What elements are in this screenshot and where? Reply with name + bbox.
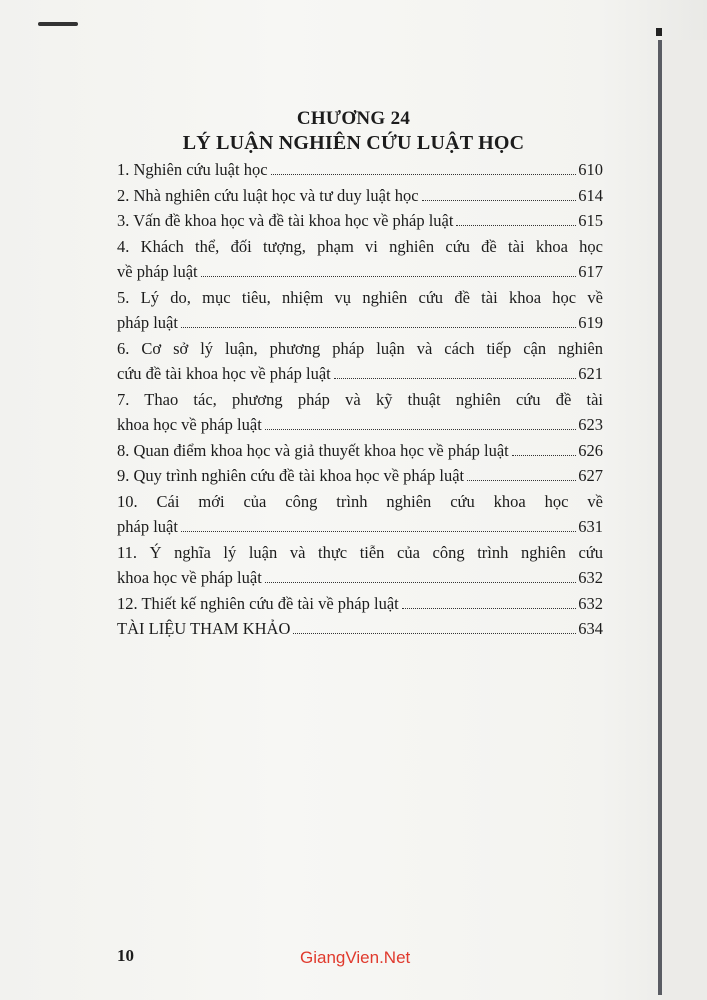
dot-leader — [456, 224, 576, 226]
toc-entry-line2[interactable] — [117, 313, 603, 339]
dot-leader — [271, 173, 577, 175]
toc-entry-line1[interactable] — [117, 237, 603, 263]
toc-entry-title: 1. Nghiên cứu luật học — [117, 160, 268, 179]
toc-page-number: 632 — [578, 593, 603, 613]
toc-entry-title-cont: pháp luật — [117, 517, 178, 536]
toc-page-number: 632 — [578, 568, 603, 587]
chapter-title: LÝ LUẬN NGHIÊN CỨU LUẬT HỌC — [182, 132, 525, 154]
toc-entry-title-cont: về pháp luật — [117, 262, 198, 281]
toc-entry-title: 2. Nhà nghiên cứu luật học và tư duy luật học — [117, 185, 419, 205]
toc-entry-title-cont: pháp luật — [117, 313, 178, 332]
toc-entry-title: TÀI LIỆU THAM KHẢO — [117, 619, 291, 638]
toc-page-number: 614 — [578, 185, 603, 205]
toc-page-number: 631 — [578, 517, 603, 536]
toc-entry-line1[interactable] — [117, 492, 603, 518]
toc-entry[interactable] — [117, 594, 603, 620]
toc-entry-line2[interactable] — [117, 415, 603, 441]
toc-page-number: 623 — [578, 415, 603, 434]
toc-entry[interactable] — [117, 211, 603, 237]
dot-leader — [422, 199, 577, 201]
toc-entry[interactable] — [117, 619, 603, 645]
toc-entry-title: 12. Thiết kế nghiên cứu đề tài về pháp luật — [117, 593, 399, 613]
dot-leader — [334, 377, 577, 379]
toc-page-number: 634 — [578, 619, 603, 638]
toc-entry[interactable] — [117, 186, 603, 212]
toc-page-number: 617 — [578, 262, 603, 281]
toc-page-number: 615 — [578, 211, 603, 230]
dot-leader — [402, 607, 577, 609]
page-number: 10 — [117, 946, 134, 965]
watermark-link[interactable]: GiangVien.Net — [300, 948, 411, 967]
dot-leader — [293, 632, 576, 634]
toc-entry-line1[interactable] — [117, 339, 603, 365]
toc-entry-title: 6. Cơ sở lý luận, phương pháp luận và cách tiếp cận nghiên — [117, 338, 603, 358]
toc-entry-line1[interactable] — [117, 288, 603, 314]
toc-entry[interactable] — [117, 160, 603, 186]
dot-leader — [181, 326, 576, 328]
toc-entry-title: 10. Cái mới của công trình nghiên cứu khoa học về — [117, 491, 603, 511]
dot-leader — [467, 479, 576, 481]
toc-page-number: 610 — [578, 160, 603, 179]
toc-entry-title: 3. Vấn đề khoa học và đề tài khoa học về pháp luật — [117, 211, 454, 230]
toc-page-number: 619 — [578, 313, 603, 332]
dot-leader — [181, 530, 576, 532]
toc-entry-line2[interactable] — [117, 262, 603, 288]
toc-page-number: 626 — [578, 440, 603, 460]
toc-entry-line2[interactable] — [117, 568, 603, 594]
toc-entry[interactable] — [117, 441, 603, 467]
toc-entry-title: 9. Quy trình nghiên cứu đề tài khoa học về pháp luật — [117, 466, 465, 485]
scan-mark — [656, 28, 662, 36]
dot-leader — [512, 454, 576, 456]
chapter-number: CHƯƠNG 24 — [296, 108, 411, 129]
next-page-edge — [662, 40, 707, 1000]
toc-entry-title: 7. Thao tác, phương pháp và kỹ thuật nghiên cứu đề tài — [117, 389, 603, 409]
toc-entry-title-cont: cứu đề tài khoa học về pháp luật — [117, 364, 331, 383]
scan-mark — [38, 22, 78, 26]
toc-page-number: 627 — [578, 466, 603, 485]
dot-leader — [265, 428, 576, 430]
toc-page-number: 621 — [578, 364, 603, 383]
dot-leader — [201, 275, 577, 277]
dot-leader — [265, 581, 576, 583]
toc-entry-line2[interactable] — [117, 364, 603, 390]
toc-entry[interactable] — [117, 466, 603, 492]
toc-entry-title-cont: khoa học về pháp luật — [117, 415, 262, 434]
toc-entry-title: 4. Khách thể, đối tượng, phạm vi nghiên cứu đề tài khoa học — [117, 236, 603, 256]
table-of-contents — [117, 160, 603, 645]
toc-entry-title: 5. Lý do, mục tiêu, nhiệm vụ nghiên cứu đề tài khoa học về — [117, 287, 603, 307]
toc-entry-line2[interactable] — [117, 517, 603, 543]
toc-entry-title-cont: khoa học về pháp luật — [117, 568, 262, 587]
toc-entry-title: 11. Ý nghĩa lý luận và thực tiễn của công trình nghiên cứu — [117, 542, 603, 562]
toc-entry-title: 8. Quan điểm khoa học và giả thuyết khoa học về pháp luật — [117, 440, 509, 460]
toc-entry-line1[interactable] — [117, 390, 603, 416]
toc-entry-line1[interactable] — [117, 543, 603, 569]
